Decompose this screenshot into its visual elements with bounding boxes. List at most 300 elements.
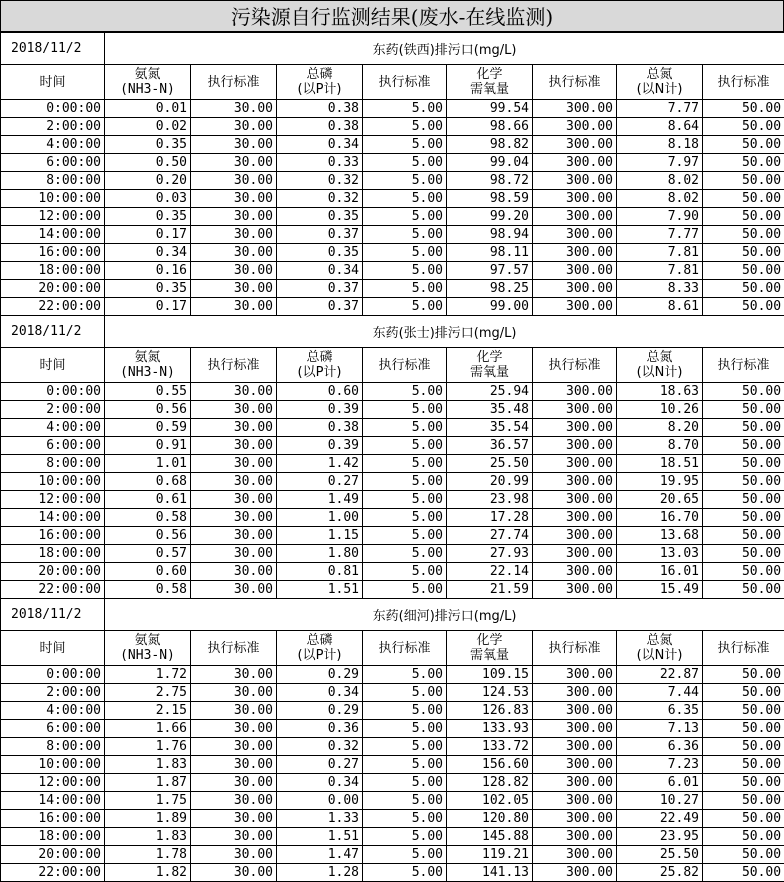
cell-ammonia: 0.50: [105, 154, 191, 172]
column-header-row: [1, 631, 784, 666]
cell-standard: 50.00: [703, 810, 784, 828]
table-row: [1, 118, 784, 136]
cell-standard: 50.00: [703, 720, 784, 738]
table-row: [1, 527, 784, 545]
cell-standard: 30.00: [191, 846, 277, 864]
cell-standard: 5.00: [363, 298, 447, 316]
cell-standard: 5.00: [363, 509, 447, 527]
cell-standard: 50.00: [703, 581, 784, 599]
cell-time: 8:00:00: [1, 738, 105, 756]
cell-ammonia: 0.68: [105, 473, 191, 491]
col-standard-ammonia: [191, 65, 277, 100]
table-row: [1, 684, 784, 702]
col-nitrogen: [617, 65, 703, 100]
cell-cod: 99.20: [447, 208, 533, 226]
cell-time: 6:00:00: [1, 154, 105, 172]
col-phosphorus: [277, 65, 363, 100]
cell-standard: 5.00: [363, 244, 447, 262]
cell-ammonia: 0.20: [105, 172, 191, 190]
cell-standard: 5.00: [363, 756, 447, 774]
cell-standard: 300.00: [533, 298, 617, 316]
cell-time: 10:00:00: [1, 756, 105, 774]
cell-standard: 5.00: [363, 262, 447, 280]
cell-nitrogen: 18.51: [617, 455, 703, 473]
col-ammonia: [105, 348, 191, 383]
table-row: [1, 828, 784, 846]
col-standard-phosphorus: [363, 65, 447, 100]
cell-ammonia: 0.59: [105, 419, 191, 437]
cell-phosphorus: 1.51: [277, 581, 363, 599]
cell-standard: 5.00: [363, 473, 447, 491]
table-row: [1, 563, 784, 581]
cell-standard: 30.00: [191, 684, 277, 702]
cell-nitrogen: 8.33: [617, 280, 703, 298]
col-standard-label: 执行标准: [718, 641, 770, 656]
cell-nitrogen: 16.70: [617, 509, 703, 527]
cell-cod: 133.93: [447, 720, 533, 738]
cell-standard: 30.00: [191, 509, 277, 527]
section-date: 2018/11/2: [1, 33, 105, 65]
cell-nitrogen: 23.95: [617, 828, 703, 846]
cell-time: 16:00:00: [1, 527, 105, 545]
cell-cod: 27.74: [447, 527, 533, 545]
cell-time: 6:00:00: [1, 437, 105, 455]
cell-standard: 30.00: [191, 208, 277, 226]
cell-cod: 145.88: [447, 828, 533, 846]
cell-nitrogen: 10.26: [617, 401, 703, 419]
cell-standard: 300.00: [533, 581, 617, 599]
cell-standard: 300.00: [533, 172, 617, 190]
monitoring-table: [0, 32, 784, 882]
cell-standard: 5.00: [363, 419, 447, 437]
section-site-title: 东药(张士)排污口(mg/L): [105, 316, 784, 348]
cell-standard: 5.00: [363, 864, 447, 882]
cell-nitrogen: 25.82: [617, 864, 703, 882]
cell-standard: 30.00: [191, 172, 277, 190]
cell-time: 20:00:00: [1, 846, 105, 864]
col-standard-label: 执行标准: [378, 641, 430, 656]
cell-standard: 5.00: [363, 846, 447, 864]
cell-nitrogen: 6.35: [617, 702, 703, 720]
col-standard-label: 执行标准: [207, 75, 259, 90]
cell-cod: 35.48: [447, 401, 533, 419]
cell-standard: 30.00: [191, 136, 277, 154]
cell-standard: 30.00: [191, 118, 277, 136]
cell-standard: 5.00: [363, 383, 447, 401]
table-row: [1, 383, 784, 401]
cell-time: 0:00:00: [1, 383, 105, 401]
cell-ammonia: 1.83: [105, 756, 191, 774]
col-nitrogen-label: 总氮: [646, 67, 672, 82]
cell-standard: 300.00: [533, 828, 617, 846]
cell-phosphorus: 0.34: [277, 262, 363, 280]
cell-time: 22:00:00: [1, 298, 105, 316]
col-phosphorus-sub: (以P计): [298, 648, 342, 663]
section-header-row: [1, 316, 784, 348]
col-ammonia-label: 氨氮: [134, 350, 160, 365]
cell-cod: 98.59: [447, 190, 533, 208]
col-phosphorus-label: 总磷: [306, 633, 332, 648]
col-nitrogen-sub: (以N计): [637, 648, 683, 663]
cell-nitrogen: 7.77: [617, 100, 703, 118]
cell-time: 18:00:00: [1, 262, 105, 280]
cell-standard: 50.00: [703, 738, 784, 756]
cell-cod: 124.53: [447, 684, 533, 702]
cell-standard: 300.00: [533, 437, 617, 455]
col-phosphorus-sub: (以P计): [298, 365, 342, 380]
col-ammonia-sub: (NH3-N): [120, 82, 175, 97]
cell-nitrogen: 13.03: [617, 545, 703, 563]
table-row: [1, 455, 784, 473]
cell-cod: 17.28: [447, 509, 533, 527]
cell-cod: 21.59: [447, 581, 533, 599]
col-time-label: 时间: [39, 641, 65, 656]
cell-nitrogen: 16.01: [617, 563, 703, 581]
cell-standard: 300.00: [533, 720, 617, 738]
cell-standard: 30.00: [191, 280, 277, 298]
col-standard-label: 执行标准: [548, 75, 600, 90]
cell-ammonia: 0.03: [105, 190, 191, 208]
cell-ammonia: 0.56: [105, 401, 191, 419]
cell-phosphorus: 0.38: [277, 100, 363, 118]
cell-ammonia: 1.89: [105, 810, 191, 828]
cell-standard: 5.00: [363, 208, 447, 226]
cell-standard: 50.00: [703, 190, 784, 208]
cell-time: 14:00:00: [1, 509, 105, 527]
cell-cod: 97.57: [447, 262, 533, 280]
cell-time: 10:00:00: [1, 473, 105, 491]
cell-phosphorus: 0.39: [277, 437, 363, 455]
table-row: [1, 491, 784, 509]
section-header-row: [1, 599, 784, 631]
cell-standard: 5.00: [363, 401, 447, 419]
cell-standard: 30.00: [191, 455, 277, 473]
cell-phosphorus: 1.47: [277, 846, 363, 864]
cell-standard: 30.00: [191, 226, 277, 244]
cell-standard: 50.00: [703, 774, 784, 792]
col-nitrogen: [617, 631, 703, 666]
table-row: [1, 262, 784, 280]
cell-standard: 300.00: [533, 864, 617, 882]
table-row: [1, 298, 784, 316]
cell-ammonia: 1.87: [105, 774, 191, 792]
cell-standard: 5.00: [363, 136, 447, 154]
table-row: [1, 136, 784, 154]
column-header-row: [1, 65, 784, 100]
cell-standard: 50.00: [703, 666, 784, 684]
cell-ammonia: 0.60: [105, 563, 191, 581]
table-row: [1, 154, 784, 172]
cell-phosphorus: 0.37: [277, 298, 363, 316]
cell-standard: 5.00: [363, 118, 447, 136]
cell-ammonia: 1.72: [105, 666, 191, 684]
cell-cod: 128.82: [447, 774, 533, 792]
cell-nitrogen: 8.70: [617, 437, 703, 455]
cell-nitrogen: 8.61: [617, 298, 703, 316]
cell-standard: 50.00: [703, 864, 784, 882]
col-time-label: 时间: [39, 75, 65, 90]
cell-standard: 50.00: [703, 702, 784, 720]
cell-standard: 300.00: [533, 473, 617, 491]
cell-phosphorus: 0.34: [277, 684, 363, 702]
cell-standard: 50.00: [703, 473, 784, 491]
cell-time: 16:00:00: [1, 810, 105, 828]
col-nitrogen: [617, 348, 703, 383]
cell-cod: 141.13: [447, 864, 533, 882]
cell-cod: 20.99: [447, 473, 533, 491]
col-ammonia-sub: (NH3-N): [120, 648, 175, 663]
col-standard-label: 执行标准: [718, 75, 770, 90]
cell-ammonia: 2.15: [105, 702, 191, 720]
cell-phosphorus: 0.00: [277, 792, 363, 810]
col-phosphorus-label: 总磷: [306, 67, 332, 82]
cell-phosphorus: 0.33: [277, 154, 363, 172]
cell-phosphorus: 0.32: [277, 172, 363, 190]
cell-time: 22:00:00: [1, 864, 105, 882]
cell-standard: 50.00: [703, 262, 784, 280]
table-row: [1, 244, 784, 262]
cell-phosphorus: 0.35: [277, 208, 363, 226]
table-row: [1, 208, 784, 226]
col-standard-label: 执行标准: [548, 358, 600, 373]
cell-ammonia: 0.56: [105, 527, 191, 545]
cell-standard: 5.00: [363, 437, 447, 455]
cell-cod: 25.94: [447, 383, 533, 401]
col-standard-cod: [533, 631, 617, 666]
table-row: [1, 792, 784, 810]
cell-cod: 99.00: [447, 298, 533, 316]
cell-phosphorus: 0.27: [277, 473, 363, 491]
table-row: [1, 738, 784, 756]
col-standard-label: 执行标准: [378, 75, 430, 90]
cell-standard: 300.00: [533, 774, 617, 792]
cell-cod: 99.04: [447, 154, 533, 172]
cell-standard: 300.00: [533, 702, 617, 720]
cell-standard: 300.00: [533, 226, 617, 244]
cell-phosphorus: 1.15: [277, 527, 363, 545]
col-cod-label: 化学: [476, 633, 502, 648]
cell-standard: 5.00: [363, 581, 447, 599]
cell-standard: 5.00: [363, 738, 447, 756]
cell-cod: 22.14: [447, 563, 533, 581]
cell-nitrogen: 20.65: [617, 491, 703, 509]
cell-standard: 30.00: [191, 810, 277, 828]
cell-standard: 50.00: [703, 244, 784, 262]
cell-standard: 50.00: [703, 846, 784, 864]
cell-standard: 30.00: [191, 581, 277, 599]
col-standard-nitrogen: [703, 348, 784, 383]
table-row: [1, 172, 784, 190]
cell-ammonia: 0.02: [105, 118, 191, 136]
cell-time: 6:00:00: [1, 720, 105, 738]
cell-standard: 50.00: [703, 756, 784, 774]
col-cod: [447, 631, 533, 666]
cell-standard: 5.00: [363, 684, 447, 702]
cell-nitrogen: 7.23: [617, 756, 703, 774]
cell-standard: 30.00: [191, 527, 277, 545]
cell-nitrogen: 8.20: [617, 419, 703, 437]
col-phosphorus-label: 总磷: [306, 350, 332, 365]
cell-phosphorus: 0.35: [277, 244, 363, 262]
table-row: [1, 437, 784, 455]
cell-cod: 119.21: [447, 846, 533, 864]
cell-phosphorus: 0.37: [277, 226, 363, 244]
cell-nitrogen: 8.02: [617, 190, 703, 208]
cell-standard: 300.00: [533, 684, 617, 702]
cell-nitrogen: 7.97: [617, 154, 703, 172]
cell-phosphorus: 1.80: [277, 545, 363, 563]
report-title: 污染源自行监测结果(废水-在线监测): [0, 0, 784, 32]
cell-standard: 300.00: [533, 118, 617, 136]
cell-standard: 30.00: [191, 702, 277, 720]
cell-ammonia: 1.75: [105, 792, 191, 810]
cell-time: 4:00:00: [1, 702, 105, 720]
cell-phosphorus: 0.32: [277, 738, 363, 756]
table-row: [1, 100, 784, 118]
cell-standard: 300.00: [533, 666, 617, 684]
cell-standard: 50.00: [703, 154, 784, 172]
cell-nitrogen: 22.49: [617, 810, 703, 828]
cell-ammonia: 1.76: [105, 738, 191, 756]
col-standard-ammonia: [191, 631, 277, 666]
cell-nitrogen: 7.81: [617, 262, 703, 280]
cell-standard: 30.00: [191, 738, 277, 756]
cell-ammonia: 0.61: [105, 491, 191, 509]
cell-standard: 30.00: [191, 419, 277, 437]
cell-standard: 30.00: [191, 666, 277, 684]
cell-standard: 300.00: [533, 262, 617, 280]
col-cod-label: 化学: [476, 350, 502, 365]
col-ammonia: [105, 631, 191, 666]
col-ammonia: [105, 65, 191, 100]
cell-phosphorus: 0.27: [277, 756, 363, 774]
cell-time: 2:00:00: [1, 401, 105, 419]
cell-nitrogen: 10.27: [617, 792, 703, 810]
cell-standard: 5.00: [363, 702, 447, 720]
cell-standard: 300.00: [533, 756, 617, 774]
col-cod-label: 化学: [476, 67, 502, 82]
col-standard-phosphorus: [363, 631, 447, 666]
cell-phosphorus: 0.36: [277, 720, 363, 738]
cell-time: 12:00:00: [1, 491, 105, 509]
cell-phosphorus: 1.51: [277, 828, 363, 846]
col-standard-label: 执行标准: [207, 358, 259, 373]
cell-standard: 50.00: [703, 509, 784, 527]
cell-standard: 30.00: [191, 298, 277, 316]
col-standard-label: 执行标准: [548, 641, 600, 656]
cell-standard: 5.00: [363, 226, 447, 244]
cell-standard: 50.00: [703, 401, 784, 419]
cell-standard: 30.00: [191, 792, 277, 810]
cell-standard: 5.00: [363, 280, 447, 298]
cell-standard: 300.00: [533, 208, 617, 226]
table-row: [1, 545, 784, 563]
cell-phosphorus: 1.28: [277, 864, 363, 882]
cell-cod: 156.60: [447, 756, 533, 774]
cell-standard: 50.00: [703, 172, 784, 190]
cell-ammonia: 0.17: [105, 226, 191, 244]
col-cod: [447, 65, 533, 100]
col-ammonia-label: 氨氮: [134, 67, 160, 82]
cell-ammonia: 0.57: [105, 545, 191, 563]
cell-standard: 30.00: [191, 473, 277, 491]
cell-time: 2:00:00: [1, 684, 105, 702]
cell-nitrogen: 22.87: [617, 666, 703, 684]
col-standard-nitrogen: [703, 65, 784, 100]
cell-standard: 50.00: [703, 100, 784, 118]
cell-phosphorus: 0.60: [277, 383, 363, 401]
table-row: [1, 401, 784, 419]
cell-time: 10:00:00: [1, 190, 105, 208]
col-phosphorus: [277, 348, 363, 383]
cell-cod: 99.54: [447, 100, 533, 118]
cell-phosphorus: 0.32: [277, 190, 363, 208]
col-nitrogen-sub: (以N计): [637, 82, 683, 97]
table-body: [1, 33, 784, 882]
cell-time: 4:00:00: [1, 136, 105, 154]
table-row: [1, 810, 784, 828]
col-phosphorus-sub: (以P计): [298, 82, 342, 97]
cell-standard: 5.00: [363, 491, 447, 509]
cell-cod: 98.11: [447, 244, 533, 262]
cell-standard: 50.00: [703, 136, 784, 154]
cell-standard: 300.00: [533, 792, 617, 810]
cell-cod: 98.66: [447, 118, 533, 136]
cell-standard: 5.00: [363, 828, 447, 846]
cell-standard: 30.00: [191, 545, 277, 563]
section-site-title: 东药(铁西)排污口(mg/L): [105, 33, 784, 65]
cell-phosphorus: 1.00: [277, 509, 363, 527]
cell-nitrogen: 7.44: [617, 684, 703, 702]
cell-time: 0:00:00: [1, 666, 105, 684]
cell-cod: 133.72: [447, 738, 533, 756]
col-nitrogen-label: 总氮: [646, 350, 672, 365]
col-nitrogen-sub: (以N计): [637, 365, 683, 380]
cell-standard: 30.00: [191, 437, 277, 455]
cell-standard: 30.00: [191, 491, 277, 509]
cell-standard: 5.00: [363, 563, 447, 581]
cell-standard: 30.00: [191, 864, 277, 882]
cell-nitrogen: 7.13: [617, 720, 703, 738]
table-row: [1, 581, 784, 599]
col-cod: [447, 348, 533, 383]
cell-standard: 50.00: [703, 684, 784, 702]
table-row: [1, 864, 784, 882]
cell-standard: 5.00: [363, 100, 447, 118]
cell-standard: 5.00: [363, 527, 447, 545]
section-site-title: 东药(细河)排污口(mg/L): [105, 599, 784, 631]
cell-nitrogen: 15.49: [617, 581, 703, 599]
cell-standard: 5.00: [363, 774, 447, 792]
table-row: [1, 774, 784, 792]
cell-ammonia: 0.58: [105, 581, 191, 599]
cell-time: 8:00:00: [1, 172, 105, 190]
section-date: 2018/11/2: [1, 316, 105, 348]
cell-time: 16:00:00: [1, 244, 105, 262]
cell-ammonia: 0.58: [105, 509, 191, 527]
cell-standard: 50.00: [703, 383, 784, 401]
cell-standard: 300.00: [533, 383, 617, 401]
table-row: [1, 226, 784, 244]
cell-standard: 50.00: [703, 226, 784, 244]
table-row: [1, 509, 784, 527]
table-row: [1, 473, 784, 491]
cell-standard: 50.00: [703, 208, 784, 226]
cell-phosphorus: 0.29: [277, 702, 363, 720]
cell-cod: 109.15: [447, 666, 533, 684]
cell-ammonia: 0.17: [105, 298, 191, 316]
cell-nitrogen: 6.36: [617, 738, 703, 756]
